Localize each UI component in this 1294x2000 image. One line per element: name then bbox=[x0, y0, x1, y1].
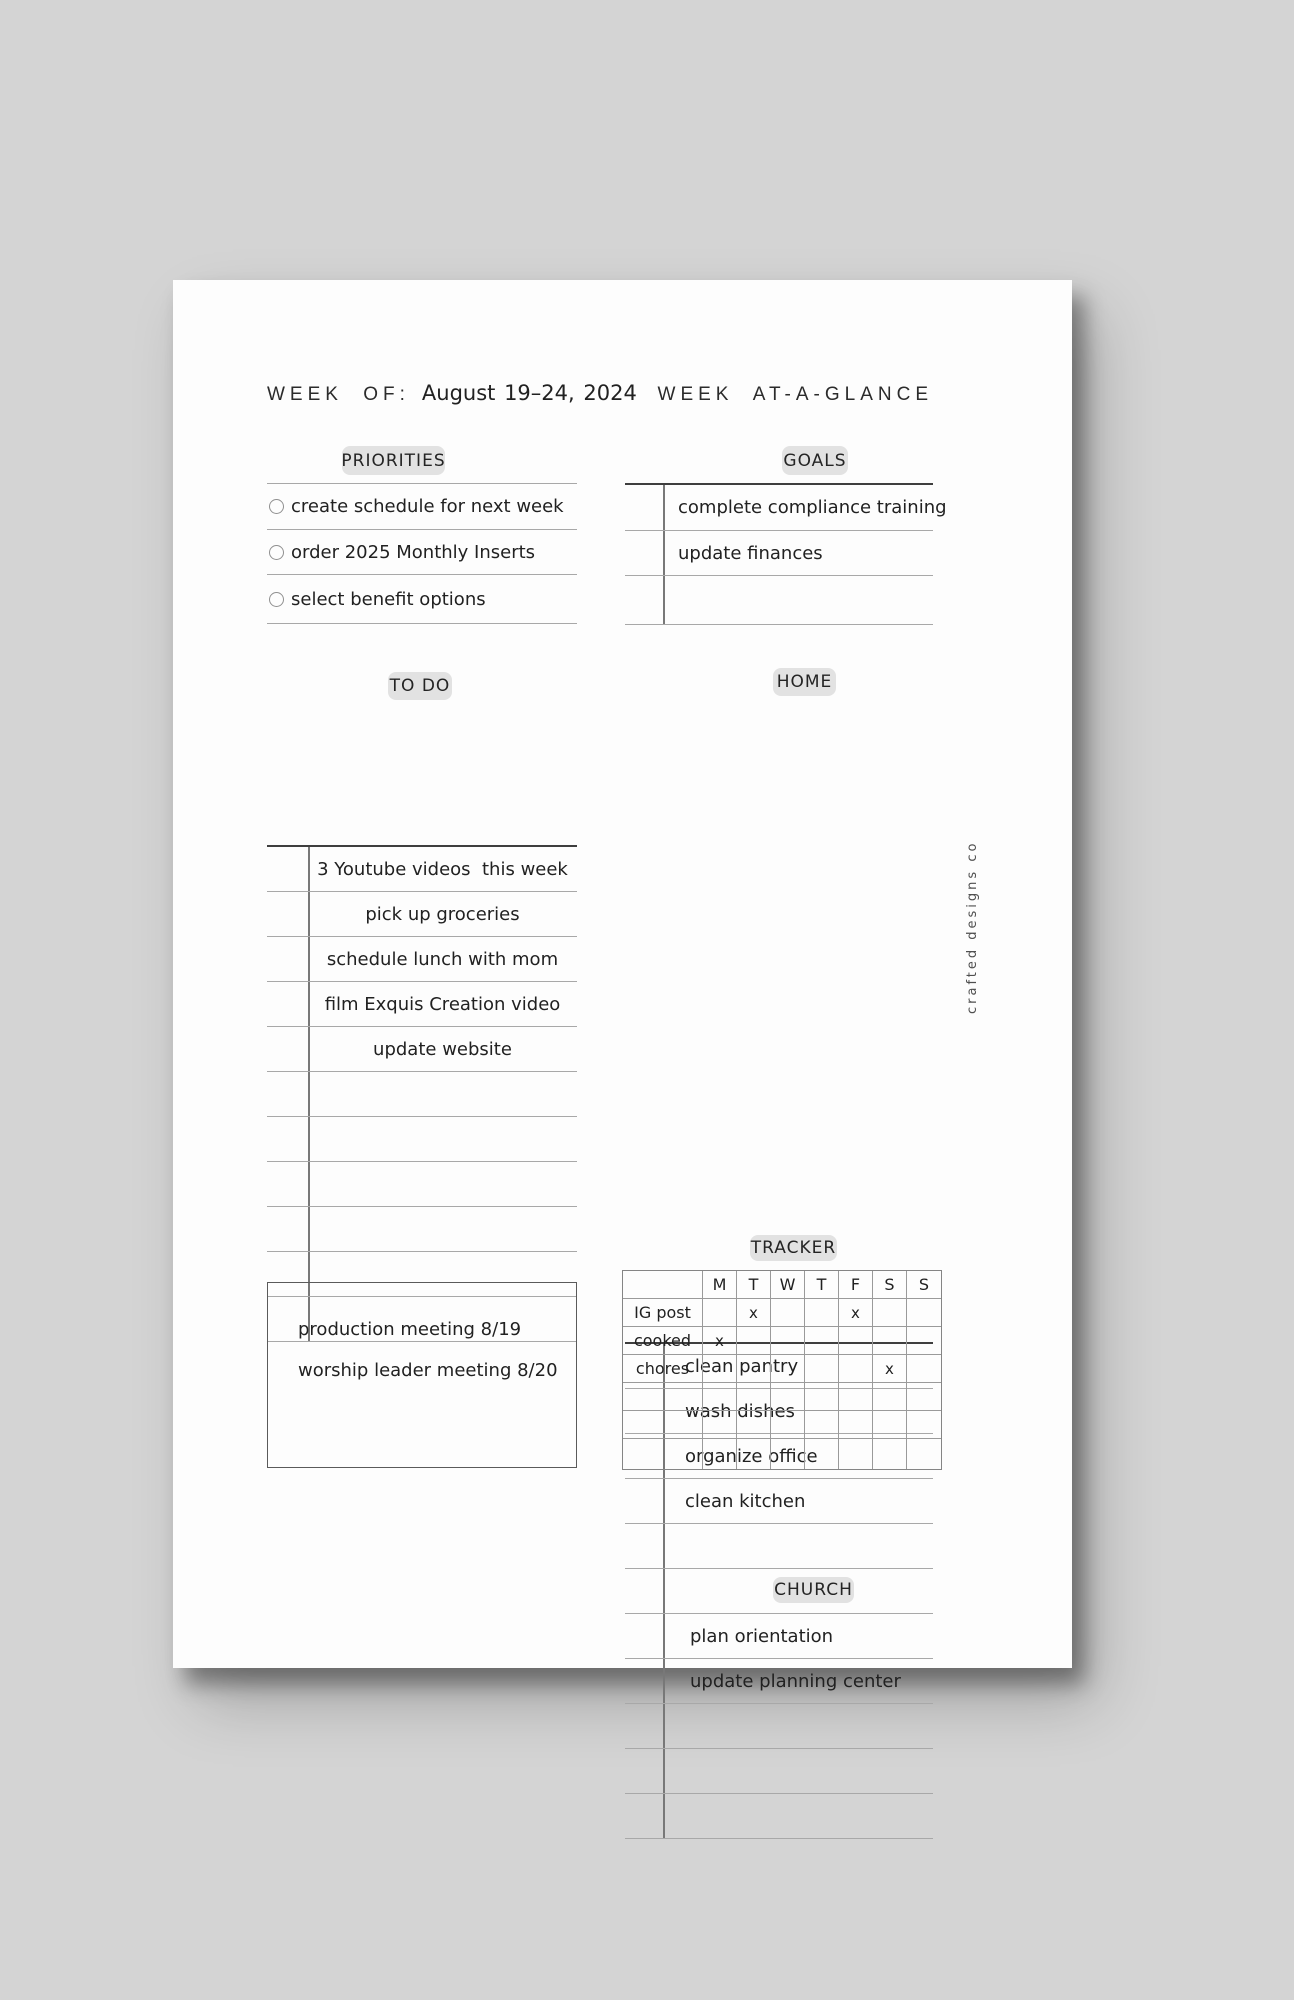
priority-item bbox=[267, 575, 577, 624]
tracker-cell bbox=[805, 1383, 839, 1411]
tracker-badge: TRACKER bbox=[750, 1235, 837, 1261]
tracker-cell bbox=[703, 1411, 737, 1439]
tracker-cell bbox=[703, 1299, 737, 1327]
todo-item-label: pick up groceries bbox=[365, 903, 520, 925]
tracker-row-label bbox=[623, 1411, 703, 1439]
tracker-cell bbox=[737, 1355, 771, 1383]
todo-item-empty bbox=[267, 1117, 577, 1162]
church-item-empty bbox=[625, 1749, 933, 1794]
tracker-cell bbox=[771, 1439, 805, 1469]
planner-page bbox=[173, 280, 1072, 1692]
todo-item-empty bbox=[267, 1207, 577, 1252]
week-of-date: August 19–24, 2024 bbox=[421, 381, 637, 405]
tracker-cell bbox=[737, 1327, 771, 1355]
todo-item bbox=[267, 847, 577, 892]
tracker-cell bbox=[737, 1439, 771, 1469]
tracker-cell bbox=[907, 1327, 941, 1355]
tracker-cell bbox=[873, 1439, 907, 1469]
note-line: worship leader meeting 8/20 bbox=[298, 1360, 558, 1381]
todo-item-label: schedule lunch with mom bbox=[326, 948, 559, 970]
tracker-cell bbox=[839, 1383, 873, 1411]
church-badge-row bbox=[625, 1569, 933, 1614]
tracker-day-header: S bbox=[907, 1271, 941, 1299]
note-line: production meeting 8/19 bbox=[298, 1319, 522, 1340]
todo-item-label: update website bbox=[373, 1038, 512, 1060]
priority-bullet-circle-icon bbox=[269, 499, 284, 514]
tracker-row-label: cooked bbox=[623, 1327, 703, 1355]
tracker-cell bbox=[737, 1383, 771, 1411]
church-item-empty bbox=[625, 1794, 933, 1839]
priority-item-label: select benefit options bbox=[291, 588, 486, 610]
priority-item bbox=[267, 484, 577, 530]
priority-item-label: create schedule for next week bbox=[291, 496, 564, 517]
tracker-table bbox=[622, 1270, 942, 1470]
tracker-day-header: W bbox=[771, 1271, 805, 1299]
goals-item-label: update finances bbox=[678, 542, 823, 564]
todo-item bbox=[267, 937, 577, 982]
goals-table bbox=[625, 483, 947, 625]
tracker-cell: x bbox=[873, 1355, 907, 1383]
tracker-cell bbox=[805, 1355, 839, 1383]
church-item-label: update planning center bbox=[690, 1670, 901, 1692]
todo-item-empty bbox=[267, 1162, 577, 1207]
tracker-cell bbox=[703, 1383, 737, 1411]
home-item-label: clean pantry bbox=[685, 1355, 799, 1377]
tracker-cell bbox=[805, 1411, 839, 1439]
tracker-cell bbox=[873, 1383, 907, 1411]
todo-item bbox=[267, 892, 577, 937]
tracker-corner-cell bbox=[623, 1271, 703, 1299]
tracker-day-header: T bbox=[737, 1271, 771, 1299]
tracker-cell bbox=[771, 1327, 805, 1355]
tracker-day-header: F bbox=[839, 1271, 873, 1299]
priority-item bbox=[267, 530, 577, 575]
week-at-a-glance-heading: WEEK AT-A-GLANCE bbox=[657, 384, 933, 405]
tracker-row-label bbox=[623, 1439, 703, 1469]
tracker-cell bbox=[873, 1327, 907, 1355]
todo-item-empty bbox=[267, 1072, 577, 1117]
tracker-row-label bbox=[623, 1383, 703, 1411]
tracker-day-header: S bbox=[873, 1271, 907, 1299]
tracker-day-header: T bbox=[805, 1271, 839, 1299]
tracker-cell bbox=[703, 1439, 737, 1469]
tracker-cell bbox=[839, 1439, 873, 1469]
tracker-row-label: IG post bbox=[623, 1299, 703, 1327]
tracker-cell bbox=[771, 1411, 805, 1439]
tracker-cell: x bbox=[839, 1299, 873, 1327]
priority-item-label: order 2025 Monthly Inserts bbox=[291, 541, 536, 563]
priorities-badge: PRIORITIES bbox=[342, 446, 445, 475]
tracker-row-label: chores bbox=[623, 1355, 703, 1383]
tracker-cell bbox=[805, 1327, 839, 1355]
todo-badge: TO DO bbox=[388, 672, 452, 700]
home-item-label: wash dishes bbox=[685, 1400, 795, 1422]
tracker-cell bbox=[873, 1299, 907, 1327]
tracker-cell bbox=[907, 1383, 941, 1411]
tracker-cell bbox=[703, 1355, 737, 1383]
goals-item bbox=[625, 576, 933, 625]
home-item-label: organize office bbox=[685, 1445, 818, 1467]
tracker-cell bbox=[907, 1299, 941, 1327]
tracker-cell bbox=[839, 1327, 873, 1355]
goals-item-label: complete compliance training bbox=[678, 497, 947, 518]
tracker-cell bbox=[771, 1383, 805, 1411]
church-badge: CHURCH bbox=[773, 1577, 854, 1603]
goals-badge: GOALS bbox=[782, 446, 848, 475]
notes-box bbox=[267, 1282, 577, 1468]
tracker-cell: x bbox=[703, 1327, 737, 1355]
tracker-cell bbox=[839, 1355, 873, 1383]
tracker-cell bbox=[907, 1439, 941, 1469]
church-item bbox=[625, 1659, 933, 1704]
home-badge: HOME bbox=[773, 668, 836, 696]
tracker-cell bbox=[907, 1355, 941, 1383]
church-item-label: plan orientation bbox=[690, 1625, 834, 1647]
todo-item bbox=[267, 1027, 577, 1072]
home-item-label: clean kitchen bbox=[685, 1490, 806, 1512]
home-item-empty bbox=[625, 1524, 933, 1569]
week-of-label: WEEK OF: bbox=[267, 384, 410, 405]
tracker-cell bbox=[771, 1355, 805, 1383]
priority-bullet-circle-icon bbox=[269, 592, 284, 607]
tracker-cell bbox=[771, 1299, 805, 1327]
tracker-cell bbox=[839, 1411, 873, 1439]
goals-item bbox=[625, 531, 933, 576]
tracker-day-header: M bbox=[703, 1271, 737, 1299]
priority-bullet-circle-icon bbox=[269, 545, 284, 560]
branding-vertical-text: crafted designs co bbox=[965, 840, 980, 1014]
tracker-cell bbox=[805, 1439, 839, 1469]
todo-item-label: film Exquis Creation video bbox=[324, 993, 561, 1015]
tracker-cell bbox=[873, 1411, 907, 1439]
home-item bbox=[625, 1479, 933, 1524]
todo-item bbox=[267, 982, 577, 1027]
todo-table bbox=[267, 845, 577, 1342]
church-item bbox=[625, 1614, 933, 1659]
tracker-cell bbox=[737, 1411, 771, 1439]
goals-item bbox=[625, 485, 947, 531]
church-item-empty bbox=[625, 1704, 933, 1749]
priorities-list bbox=[267, 483, 577, 624]
tracker-cell bbox=[907, 1411, 941, 1439]
tracker-cell bbox=[805, 1299, 839, 1327]
todo-item-label: 3 Youtube videos this week bbox=[317, 858, 568, 880]
tracker-cell: x bbox=[737, 1299, 771, 1327]
